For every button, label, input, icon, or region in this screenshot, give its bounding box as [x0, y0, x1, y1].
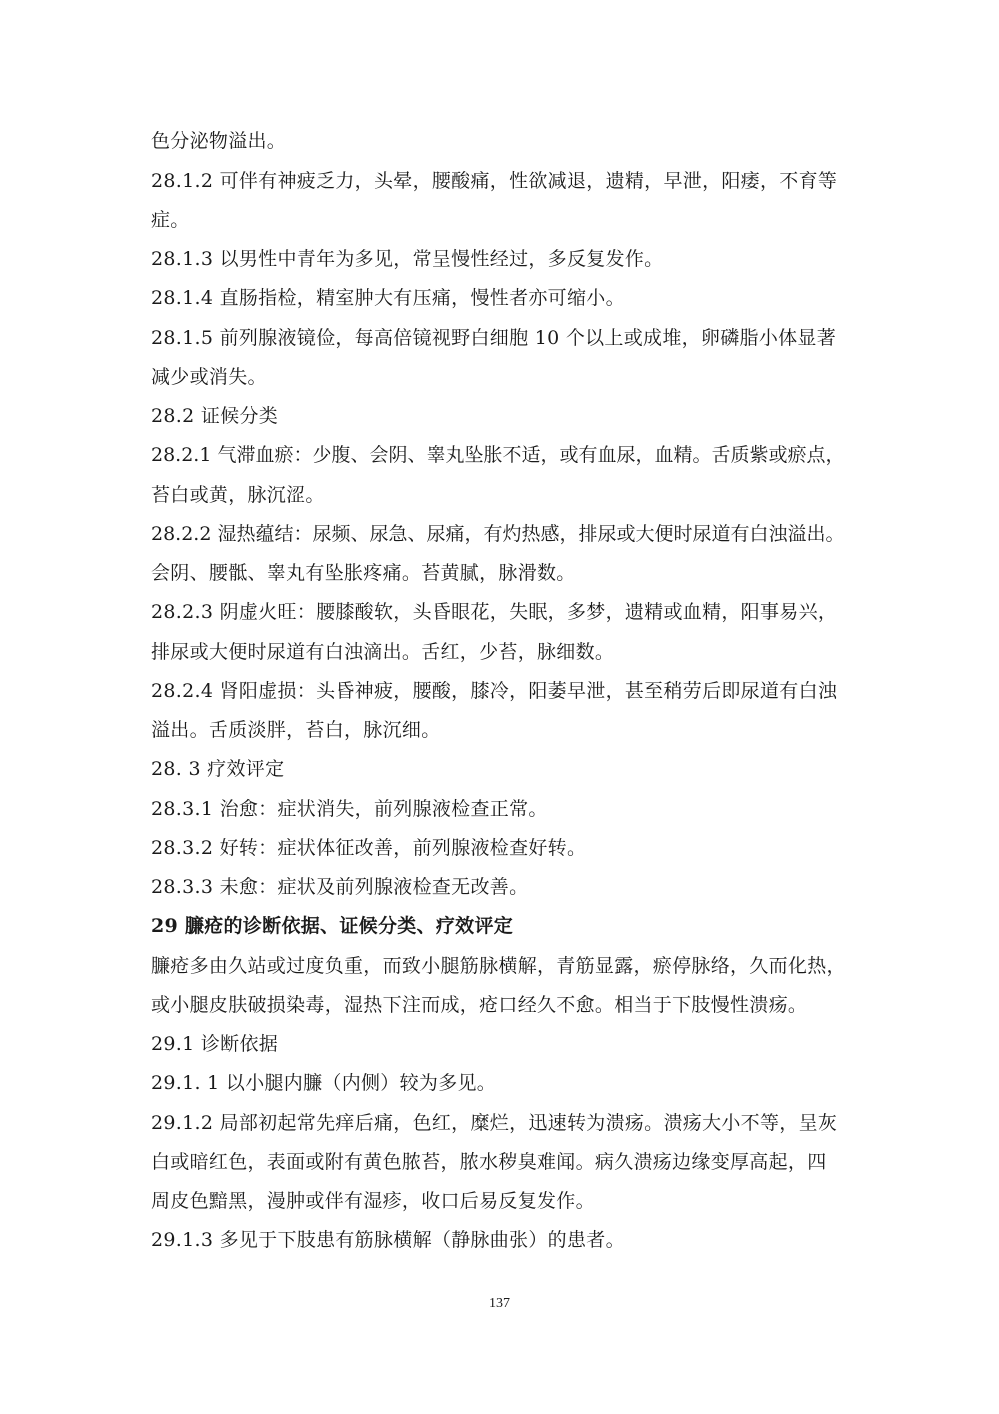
text-line: 28.1.3 以男性中青年为多见，常呈慢性经过，多反复发作。: [151, 248, 664, 270]
text-line: 29.1. 1 以小腿内臁（内侧）较为多见。: [151, 1072, 497, 1094]
text-line: 苔白或黄，脉沉涩。: [151, 484, 325, 506]
text-line: 28.3.3 未愈：症状及前列腺液检查无改善。: [151, 876, 529, 898]
text-line: 减少或消失。: [151, 366, 267, 388]
text-line: 色分泌物溢出。: [151, 130, 287, 152]
text-line: 28.2.3 阴虚火旺：腰膝酸软，头昏眼花，失眠，多梦，遗精或血精，阳事易兴，: [151, 601, 838, 623]
section-heading: 28. 3 疗效评定: [151, 758, 285, 780]
text-line: 溢出。舌质淡胖，苔白，脉沉细。: [151, 719, 441, 741]
text-line: 会阴、腰骶、睾丸有坠胀疼痛。苔黄腻，脉滑数。: [151, 562, 576, 584]
text-line: 28.3.1 治愈：症状消失，前列腺液检查正常。: [151, 798, 548, 820]
text-line: 28.2.2 湿热蕴结：尿频、尿急、尿痛，有灼热感，排尿或大便时尿道有白浊溢出。: [151, 523, 845, 545]
section-heading: 29.1 诊断依据: [151, 1033, 279, 1055]
text-line: 28.2.1 气滞血瘀：少腹、会阴、睾丸坠胀不适，或有血尿，血精。舌质紫或瘀点，: [151, 444, 845, 466]
text-line: 28.3.2 好转：症状体征改善，前列腺液检查好转。: [151, 837, 587, 859]
text-line: 症。: [151, 209, 190, 231]
text-line: 29.1.2 局部初起常先痒后痛，色红，糜烂，迅速转为溃疡。溃疡大小不等，呈灰: [151, 1112, 838, 1134]
text-line: 白或暗红色，表面或附有黄色脓苔，脓水秽臭难闻。病久溃疡边缘变厚高起，四: [151, 1151, 827, 1173]
text-line: 28.2.4 肾阳虚损：头昏神疲，腰酸，膝冷，阳萎早泄，甚至稍劳后即尿道有白浊: [151, 680, 838, 702]
text-line: 或小腿皮肤破损染毒，湿热下注而成，疮口经久不愈。相当于下肢慢性溃疡。: [151, 994, 808, 1016]
chapter-heading: 29 臁疮的诊断依据、证候分类、疗效评定: [151, 915, 514, 937]
text-line: 28.1.5 前列腺液镜俭，每高倍镜视野白细胞 10 个以上或成堆，卵磷脂小体显著: [151, 327, 837, 349]
text-line: 臁疮多由久站或过度负重，而致小腿筋脉横解，青筋显露，瘀停脉络，久而化热，: [151, 955, 846, 977]
text-line: 28.1.2 可伴有神疲乏力，头晕，腰酸痛，性欲减退，遗精，早泄，阳痿，不育等: [151, 170, 838, 192]
text-line: 28.1.4 直肠指检，精室肿大有压痛，慢性者亦可缩小。: [151, 287, 625, 309]
page-number: 137: [489, 1296, 510, 1311]
text-line: 排尿或大便时尿道有白浊滴出。舌红，少苔，脉细数。: [151, 641, 615, 663]
section-heading: 28.2 证候分类: [151, 405, 279, 427]
text-line: 周皮色黯黑，漫肿或伴有湿疹，收口后易反复发作。: [151, 1190, 595, 1212]
text-line: 29.1.3 多见于下肢患有筋脉横解（静脉曲张）的患者。: [151, 1229, 625, 1251]
